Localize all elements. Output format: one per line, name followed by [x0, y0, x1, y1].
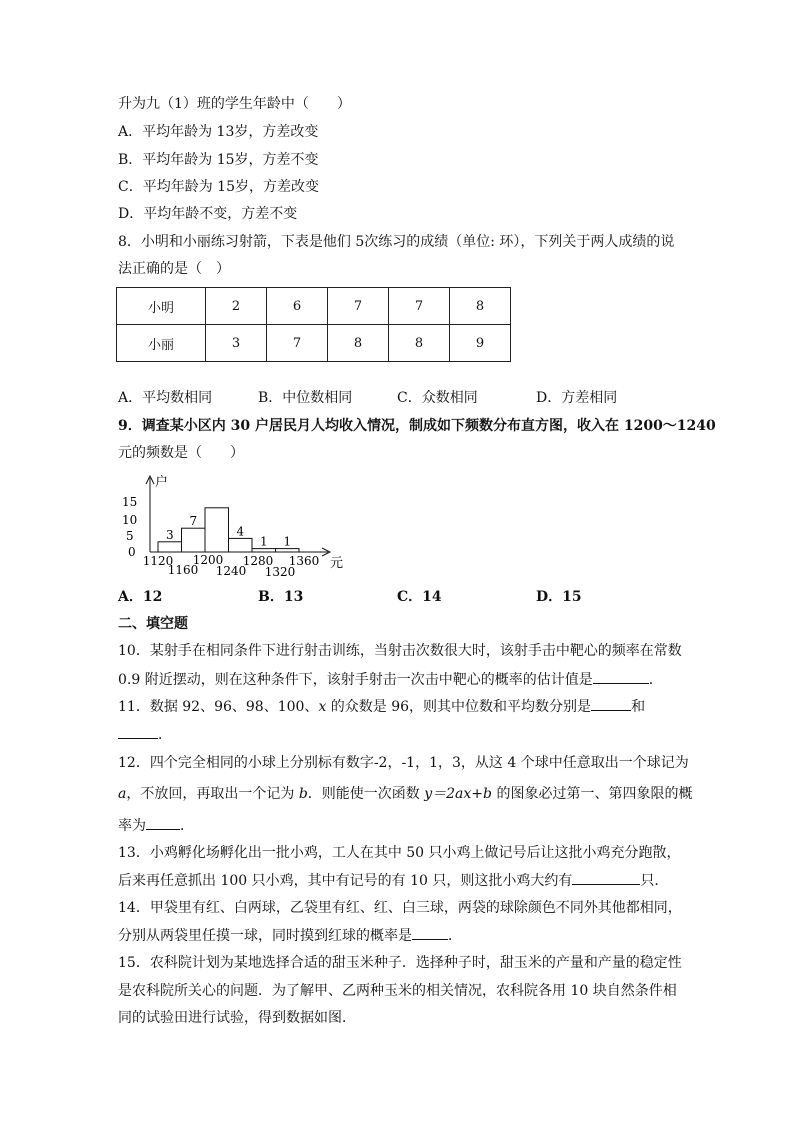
q10-stem-line2 — [118, 669, 663, 690]
q11-end: ． — [158, 727, 172, 743]
answer-blank[interactable] — [593, 669, 649, 684]
q12-stem-line1: 12．四个完全相同的小球上分别标有数字-2，-1，1，3，从这 4 个球中任意取出一个球记为 — [118, 755, 689, 771]
q7-stem-end: 升为九（1）班的学生年龄中（ ） — [118, 96, 351, 112]
q13-stem-line1: 13．小鸡孵化场孵化出一批小鸡，工人在其中 50 只小鸡上做记号后让这批小鸡充分跑散， — [118, 845, 681, 861]
table-cell: 7 — [267, 325, 328, 362]
histogram-bars — [158, 508, 299, 552]
q11-var-x: x — [318, 699, 327, 715]
x-tick-label: 1280 — [242, 554, 274, 568]
x-tick-label: 1200 — [192, 553, 224, 567]
q7-option-c: C．平均年龄为 15岁，方差改变 — [118, 179, 319, 195]
q9-option-d: D．15 — [536, 589, 582, 605]
bar-data-label: 1 — [259, 534, 268, 549]
histogram-bar — [182, 528, 206, 552]
q8-score-table — [116, 287, 511, 362]
q9-option-a: A．12 — [118, 589, 163, 605]
q9-stem-line2: 元的频数是（ ） — [118, 445, 244, 461]
histogram-bar — [205, 508, 229, 552]
q7-option-b: B．平均年龄为 15岁，方差不变 — [118, 152, 319, 168]
table-cell: 8 — [389, 325, 450, 362]
table-cell: 小明 — [117, 288, 206, 325]
q15-stem-line3: 同的试验田进行试验，得到数据如图． — [118, 1010, 356, 1026]
y-tick-label: 5 — [126, 529, 134, 543]
q8-option-b: B．中位数相同 — [258, 390, 353, 406]
q9-stem-line1: 9．调查某小区内 30 户居民月人均收入情况，制成如下频数分布直方图，收入在 1200～1240 — [118, 418, 716, 434]
q12-text-c: 的图象必过第一、第四象限的概 — [492, 786, 693, 802]
q7-option-d: D．平均年龄不变，方差不变 — [118, 206, 298, 222]
histogram-bar — [276, 549, 300, 552]
table-cell: 小丽 — [117, 325, 206, 362]
y-tick-label: 15 — [122, 495, 138, 509]
histogram-bar — [252, 549, 276, 552]
q11-stem-line1 — [118, 696, 645, 717]
table-cell: 6 — [267, 288, 328, 325]
x-tick-label: 1320 — [264, 565, 296, 579]
q12-text-b: ．则能使一次函数 — [307, 786, 425, 802]
q13-text: 后来再任意抓出 100 只小鸡，其中有记号的有 10 只，则这批小鸡大约有 — [118, 873, 573, 889]
q13-stem-line2 — [118, 870, 668, 891]
q14-end: ． — [448, 928, 462, 944]
x-tick-label: 1240 — [215, 564, 247, 578]
q9-option-b: B．13 — [258, 589, 304, 605]
q13-end: 只． — [640, 873, 669, 889]
q12-end: ． — [180, 818, 194, 834]
q12-var-b: b — [298, 786, 308, 802]
y-tick-label: 10 — [122, 513, 138, 527]
table-cell: 9 — [450, 325, 511, 362]
q12-text-a: ，不放回，再取出一个记为 — [126, 786, 299, 802]
histogram-bar — [229, 538, 253, 552]
q10-end: ． — [648, 672, 663, 688]
answer-blank[interactable] — [146, 815, 180, 830]
q8-stem-line2: 法正确的是（ ） — [118, 261, 230, 277]
x-tick-label: 1120 — [142, 554, 174, 568]
bar-data-label: 7 — [189, 514, 198, 529]
table-cell: 7 — [389, 288, 450, 325]
y-axis-label: 户 — [155, 475, 169, 490]
bar-data-label: 4 — [236, 524, 245, 539]
q12-function: y＝2ax+b — [424, 786, 492, 802]
q12-stem-line3 — [118, 815, 194, 836]
q11-text-b: 的众数是 96，则其中位数和平均数分别是 — [326, 699, 592, 715]
bar-data-label: 1 — [283, 534, 292, 549]
q11-stem-line2 — [118, 724, 172, 745]
q12-var-a: a — [118, 786, 127, 802]
answer-blank[interactable] — [591, 696, 631, 711]
q8-stem-line1: 8．小明和小丽练习射箭，下表是他们 5次练习的成绩（单位: 环），下列关于两人成绩的说 — [118, 234, 675, 250]
table-cell: 8 — [328, 325, 389, 362]
answer-blank[interactable] — [118, 724, 158, 739]
q12-stem-line2 — [118, 784, 692, 804]
q10-stem-line1: 10．某射手在相同条件下进行射击训练，当射击次数很大时，该射手击中靶心的频率在常数 — [118, 643, 682, 659]
q8-option-a: A．平均数相同 — [118, 390, 213, 406]
q7-option-a: A．平均年龄为 13岁，方差改变 — [118, 124, 319, 140]
q11-text-c: 和 — [631, 699, 646, 715]
q15-stem-line2: 是农科院所关心的问题．为了解甲、乙两种玉米的相关情况，农科院各用 10 块自然条件相 — [118, 983, 677, 999]
answer-blank[interactable] — [572, 870, 640, 885]
q14-text: 分别从两袋里任摸一球，同时摸到红球的概率是 — [118, 928, 412, 944]
table-row — [117, 325, 511, 362]
table-cell: 8 — [450, 288, 511, 325]
q8-option-c: C．众数相同 — [397, 390, 478, 406]
table-cell: 3 — [206, 325, 267, 362]
q14-stem-line2 — [118, 925, 462, 946]
q14-stem-line1: 14．甲袋里有红、白两球，乙袋里有红、红、白三球，两袋的球除颜色不同外其他都相同， — [118, 900, 682, 916]
y-tick-label: 0 — [128, 545, 136, 559]
q10-text: 0.9 附近摆动，则在这种条件下，该射手射击一次击中靶心的概率的估计值是 — [118, 672, 593, 688]
answer-blank[interactable] — [412, 925, 448, 940]
q8-option-d: D．方差相同 — [536, 390, 618, 406]
bar-data-label: 3 — [165, 527, 174, 542]
q15-stem-line1: 15．农科院计划为某地选择合适的甜玉米种子．选择种子时，甜玉米的产量和产量的稳定性 — [118, 955, 682, 971]
table-cell: 2 — [206, 288, 267, 325]
x-axis-label: 元 — [330, 556, 344, 571]
histogram-chart — [118, 472, 358, 582]
x-tick-label: 1160 — [167, 563, 199, 577]
q11-text-a: 11．数据 92、96、98、100、 — [118, 699, 319, 715]
table-cell: 7 — [328, 288, 389, 325]
x-tick-label: 1360 — [288, 554, 320, 568]
q9-option-c: C．14 — [397, 589, 442, 605]
q12-text-d: 率为 — [118, 818, 146, 834]
table-row — [117, 288, 511, 325]
histogram-bar — [158, 542, 182, 552]
section-title: 二、填空题 — [118, 616, 188, 632]
